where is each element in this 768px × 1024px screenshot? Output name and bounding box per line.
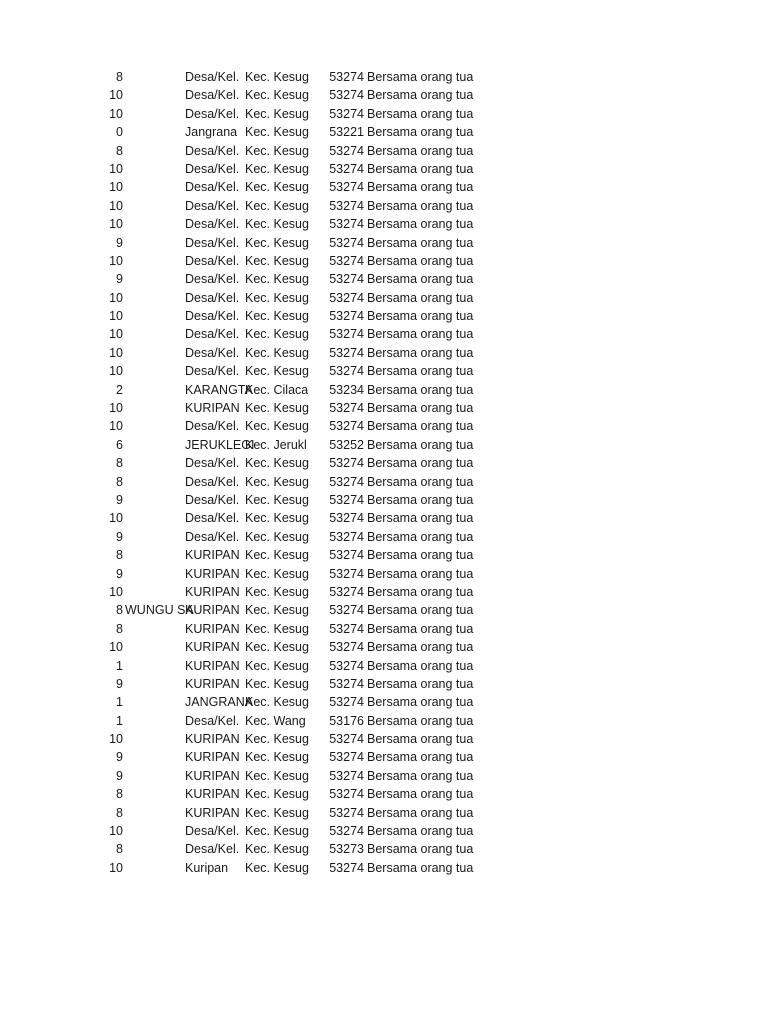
cell-number: 10 — [109, 640, 123, 655]
table-row — [0, 123, 768, 141]
cell-kecamatan: Kec. Kesug — [245, 143, 309, 158]
cell-desa-kelurahan: KURIPAN — [185, 621, 240, 636]
cell-postal-code: 53274 — [329, 787, 364, 802]
table-row — [0, 381, 768, 399]
cell-living-status: Bersama orang tua — [367, 658, 474, 673]
table-row — [0, 160, 768, 178]
cell-kecamatan: Kec. Kesug — [245, 621, 309, 636]
cell-living-status: Bersama orang tua — [367, 290, 474, 305]
table-row — [0, 362, 768, 380]
cell-desa-kelurahan: KURIPAN — [185, 548, 240, 563]
cell-postal-code: 53274 — [329, 364, 364, 379]
cell-number: 10 — [109, 860, 123, 875]
cell-living-status: Bersama orang tua — [367, 695, 474, 710]
cell-kecamatan: Kec. Kesug — [245, 695, 309, 710]
cell-living-status: Bersama orang tua — [367, 437, 474, 452]
cell-postal-code: 53274 — [329, 768, 364, 783]
cell-number: 1 — [116, 658, 123, 673]
cell-number: 0 — [116, 125, 123, 140]
cell-living-status: Bersama orang tua — [367, 492, 474, 507]
table-row — [0, 620, 768, 638]
cell-kecamatan: Kec. Kesug — [245, 768, 309, 783]
cell-living-status: Bersama orang tua — [367, 70, 474, 84]
cell-postal-code: 53274 — [329, 603, 364, 618]
cell-kecamatan: Kec. Kesug — [245, 272, 309, 287]
cell-desa-kelurahan: KURIPAN — [185, 768, 240, 783]
cell-living-status: Bersama orang tua — [367, 125, 474, 140]
cell-desa-kelurahan: Desa/Kel. — [185, 364, 240, 379]
cell-number: 10 — [109, 180, 123, 195]
cell-number: 10 — [109, 161, 123, 176]
table-row — [0, 546, 768, 564]
table-row — [0, 748, 768, 766]
cell-postal-code: 53176 — [329, 713, 364, 728]
cell-number: 10 — [109, 364, 123, 379]
table-row — [0, 804, 768, 822]
cell-kecamatan: Kec. Jerukl — [245, 437, 307, 452]
table-row — [0, 822, 768, 840]
cell-desa-kelurahan: KURIPAN — [185, 787, 240, 802]
cell-postal-code: 53274 — [329, 106, 364, 121]
cell-kecamatan: Kec. Kesug — [245, 106, 309, 121]
cell-postal-code: 53274 — [329, 419, 364, 434]
table-row — [0, 840, 768, 858]
cell-number: 8 — [116, 621, 123, 636]
table-row — [0, 197, 768, 215]
cell-kecamatan: Kec. Kesug — [245, 235, 309, 250]
cell-kecamatan: Kec. Kesug — [245, 511, 309, 526]
cell-living-status: Bersama orang tua — [367, 88, 474, 103]
cell-living-status: Bersama orang tua — [367, 750, 474, 765]
cell-postal-code: 53274 — [329, 235, 364, 250]
table-row — [0, 473, 768, 491]
cell-kecamatan: Kec. Kesug — [245, 842, 309, 857]
cell-kecamatan: Kec. Kesug — [245, 584, 309, 599]
cell-number: 8 — [116, 456, 123, 471]
cell-postal-code: 53274 — [329, 198, 364, 213]
cell-desa-kelurahan: KARANGTA — [185, 382, 253, 397]
cell-postal-code: 53274 — [329, 511, 364, 526]
cell-number: 8 — [116, 143, 123, 158]
cell-kecamatan: Kec. Kesug — [245, 492, 309, 507]
cell-desa-kelurahan: Desa/Kel. — [185, 474, 240, 489]
cell-desa-kelurahan: Desa/Kel. — [185, 327, 240, 342]
cell-postal-code: 53274 — [329, 456, 364, 471]
cell-desa-kelurahan: Desa/Kel. — [185, 345, 240, 360]
cell-kecamatan: Kec. Kesug — [245, 88, 309, 103]
cell-desa-kelurahan: Desa/Kel. — [185, 88, 240, 103]
cell-number: 8 — [116, 805, 123, 820]
cell-kecamatan: Kec. Kesug — [245, 548, 309, 563]
cell-kecamatan: Kec. Kesug — [245, 860, 309, 875]
cell-living-status: Bersama orang tua — [367, 676, 474, 691]
table-row — [0, 178, 768, 196]
cell-number: 9 — [116, 529, 123, 544]
cell-kecamatan: Kec. Kesug — [245, 161, 309, 176]
cell-postal-code: 53274 — [329, 180, 364, 195]
cell-kecamatan: Kec. Kesug — [245, 198, 309, 213]
cell-postal-code: 53274 — [329, 640, 364, 655]
cell-desa-kelurahan: JERUKLEGI — [185, 437, 255, 452]
cell-living-status: Bersama orang tua — [367, 161, 474, 176]
cell-number: 10 — [109, 198, 123, 213]
cell-postal-code: 53274 — [329, 584, 364, 599]
table-row — [0, 730, 768, 748]
cell-living-status: Bersama orang tua — [367, 713, 474, 728]
table-row — [0, 325, 768, 343]
cell-desa-kelurahan: Desa/Kel. — [185, 419, 240, 434]
cell-living-status: Bersama orang tua — [367, 603, 474, 618]
cell-kecamatan: Kec. Kesug — [245, 309, 309, 324]
cell-postal-code: 53274 — [329, 161, 364, 176]
table-row — [0, 436, 768, 454]
cell-postal-code: 53274 — [329, 548, 364, 563]
cell-number: 6 — [116, 437, 123, 452]
table-row — [0, 142, 768, 160]
cell-postal-code: 53274 — [329, 474, 364, 489]
cell-kecamatan: Kec. Kesug — [245, 180, 309, 195]
cell-postal-code: 53274 — [329, 529, 364, 544]
cell-living-status: Bersama orang tua — [367, 180, 474, 195]
cell-number: 8 — [116, 787, 123, 802]
cell-kecamatan: Kec. Kesug — [245, 401, 309, 416]
cell-village-name: WUNGU SA — [125, 603, 194, 618]
cell-kecamatan: Kec. Kesug — [245, 217, 309, 232]
cell-desa-kelurahan: Desa/Kel. — [185, 842, 240, 857]
cell-desa-kelurahan: Desa/Kel. — [185, 253, 240, 268]
cell-desa-kelurahan: Jangrana — [185, 125, 238, 140]
cell-living-status: Bersama orang tua — [367, 401, 474, 416]
cell-kecamatan: Kec. Kesug — [245, 125, 309, 140]
cell-number: 10 — [109, 732, 123, 747]
cell-postal-code: 53274 — [329, 88, 364, 103]
cell-number: 9 — [116, 235, 123, 250]
cell-living-status: Bersama orang tua — [367, 511, 474, 526]
cell-number: 8 — [116, 603, 123, 618]
cell-living-status: Bersama orang tua — [367, 529, 474, 544]
cell-desa-kelurahan: Desa/Kel. — [185, 235, 240, 250]
cell-kecamatan: Kec. Kesug — [245, 345, 309, 360]
cell-postal-code: 53274 — [329, 309, 364, 324]
table-row — [0, 454, 768, 472]
cell-living-status: Bersama orang tua — [367, 842, 474, 857]
cell-number: 9 — [116, 566, 123, 581]
cell-desa-kelurahan: Desa/Kel. — [185, 290, 240, 305]
cell-desa-kelurahan: KURIPAN — [185, 805, 240, 820]
cell-postal-code: 53221 — [329, 125, 364, 140]
cell-number: 10 — [109, 253, 123, 268]
cell-living-status: Bersama orang tua — [367, 548, 474, 563]
cell-postal-code: 53274 — [329, 272, 364, 287]
cell-number: 10 — [109, 419, 123, 434]
cell-desa-kelurahan: KURIPAN — [185, 401, 240, 416]
table-row — [0, 675, 768, 693]
table-row — [0, 491, 768, 509]
cell-desa-kelurahan: Desa/Kel. — [185, 511, 240, 526]
cell-postal-code: 53274 — [329, 70, 364, 84]
cell-living-status: Bersama orang tua — [367, 309, 474, 324]
cell-number: 1 — [116, 695, 123, 710]
cell-postal-code: 53274 — [329, 401, 364, 416]
cell-desa-kelurahan: KURIPAN — [185, 676, 240, 691]
cell-number: 9 — [116, 676, 123, 691]
cell-postal-code: 53274 — [329, 143, 364, 158]
cell-postal-code: 53274 — [329, 732, 364, 747]
cell-living-status: Bersama orang tua — [367, 787, 474, 802]
cell-desa-kelurahan: Desa/Kel. — [185, 456, 240, 471]
spreadsheet-table — [0, 68, 768, 877]
cell-living-status: Bersama orang tua — [367, 768, 474, 783]
cell-kecamatan: Kec. Kesug — [245, 364, 309, 379]
cell-number: 10 — [109, 309, 123, 324]
cell-kecamatan: Kec. Kesug — [245, 603, 309, 618]
table-row — [0, 105, 768, 123]
cell-postal-code: 53274 — [329, 253, 364, 268]
cell-kecamatan: Kec. Wang — [245, 713, 306, 728]
cell-living-status: Bersama orang tua — [367, 382, 474, 397]
cell-number: 10 — [109, 584, 123, 599]
cell-number: 9 — [116, 750, 123, 765]
cell-desa-kelurahan: Desa/Kel. — [185, 143, 240, 158]
table-row — [0, 344, 768, 362]
cell-living-status: Bersama orang tua — [367, 364, 474, 379]
cell-desa-kelurahan: Desa/Kel. — [185, 106, 240, 121]
cell-postal-code: 53274 — [329, 621, 364, 636]
cell-kecamatan: Kec. Kesug — [245, 327, 309, 342]
cell-postal-code: 53274 — [329, 327, 364, 342]
cell-desa-kelurahan: KURIPAN — [185, 566, 240, 581]
cell-desa-kelurahan: Desa/Kel. — [185, 70, 240, 84]
table-row — [0, 528, 768, 546]
cell-living-status: Bersama orang tua — [367, 474, 474, 489]
table-row — [0, 252, 768, 270]
cell-postal-code: 53274 — [329, 805, 364, 820]
cell-desa-kelurahan: Desa/Kel. — [185, 180, 240, 195]
cell-postal-code: 53274 — [329, 290, 364, 305]
cell-postal-code: 53274 — [329, 750, 364, 765]
table-row — [0, 767, 768, 785]
cell-living-status: Bersama orang tua — [367, 327, 474, 342]
cell-living-status: Bersama orang tua — [367, 805, 474, 820]
table-row — [0, 712, 768, 730]
cell-living-status: Bersama orang tua — [367, 584, 474, 599]
table-row — [0, 234, 768, 252]
cell-postal-code: 53274 — [329, 492, 364, 507]
cell-number: 9 — [116, 768, 123, 783]
cell-desa-kelurahan: Desa/Kel. — [185, 529, 240, 544]
cell-postal-code: 53274 — [329, 217, 364, 232]
cell-postal-code: 53274 — [329, 345, 364, 360]
cell-number: 10 — [109, 345, 123, 360]
cell-postal-code: 53274 — [329, 676, 364, 691]
cell-number: 8 — [116, 70, 123, 84]
cell-kecamatan: Kec. Kesug — [245, 640, 309, 655]
cell-number: 10 — [109, 106, 123, 121]
cell-number: 10 — [109, 401, 123, 416]
cell-kecamatan: Kec. Kesug — [245, 290, 309, 305]
cell-desa-kelurahan: Kuripan — [185, 860, 229, 875]
cell-postal-code: 53234 — [329, 382, 364, 397]
cell-desa-kelurahan: KURIPAN — [185, 750, 240, 765]
cell-number: 10 — [109, 824, 123, 839]
cell-number: 1 — [116, 713, 123, 728]
cell-postal-code: 53252 — [329, 437, 364, 452]
cell-kecamatan: Kec. Kesug — [245, 824, 309, 839]
cell-living-status: Bersama orang tua — [367, 345, 474, 360]
cell-number: 8 — [116, 842, 123, 857]
cell-living-status: Bersama orang tua — [367, 253, 474, 268]
cell-number: 9 — [116, 492, 123, 507]
cell-living-status: Bersama orang tua — [367, 419, 474, 434]
table-row — [0, 86, 768, 104]
cell-desa-kelurahan: KURIPAN — [185, 603, 240, 618]
cell-living-status: Bersama orang tua — [367, 143, 474, 158]
table-row — [0, 307, 768, 325]
cell-living-status: Bersama orang tua — [367, 272, 474, 287]
cell-living-status: Bersama orang tua — [367, 621, 474, 636]
cell-desa-kelurahan: Desa/Kel. — [185, 161, 240, 176]
cell-desa-kelurahan: Desa/Kel. — [185, 198, 240, 213]
cell-number: 10 — [109, 511, 123, 526]
cell-kecamatan: Kec. Kesug — [245, 676, 309, 691]
cell-desa-kelurahan: Desa/Kel. — [185, 217, 240, 232]
table-row — [0, 565, 768, 583]
table-row — [0, 583, 768, 601]
cell-kecamatan: Kec. Kesug — [245, 787, 309, 802]
cell-living-status: Bersama orang tua — [367, 860, 474, 875]
table-row — [0, 601, 768, 619]
cell-number: 10 — [109, 327, 123, 342]
cell-kecamatan: Kec. Kesug — [245, 566, 309, 581]
cell-postal-code: 53273 — [329, 842, 364, 857]
cell-kecamatan: Kec. Kesug — [245, 658, 309, 673]
cell-kecamatan: Kec. Kesug — [245, 253, 309, 268]
cell-kecamatan: Kec. Kesug — [245, 70, 309, 84]
cell-desa-kelurahan: KURIPAN — [185, 658, 240, 673]
table-row — [0, 693, 768, 711]
table-row — [0, 215, 768, 233]
cell-postal-code: 53274 — [329, 824, 364, 839]
cell-kecamatan: Kec. Kesug — [245, 805, 309, 820]
cell-postal-code: 53274 — [329, 658, 364, 673]
cell-desa-kelurahan: KURIPAN — [185, 732, 240, 747]
table-row — [0, 270, 768, 288]
cell-number: 8 — [116, 474, 123, 489]
table-row — [0, 68, 768, 86]
cell-kecamatan: Kec. Kesug — [245, 456, 309, 471]
cell-kecamatan: Kec. Cilaca — [245, 382, 309, 397]
cell-desa-kelurahan: JANGRANA — [185, 695, 254, 710]
cell-desa-kelurahan: Desa/Kel. — [185, 713, 240, 728]
cell-number: 10 — [109, 217, 123, 232]
cell-number: 10 — [109, 290, 123, 305]
cell-number: 9 — [116, 272, 123, 287]
cell-living-status: Bersama orang tua — [367, 217, 474, 232]
cell-postal-code: 53274 — [329, 695, 364, 710]
cell-living-status: Bersama orang tua — [367, 566, 474, 581]
cell-desa-kelurahan: KURIPAN — [185, 584, 240, 599]
table-row — [0, 399, 768, 417]
cell-kecamatan: Kec. Kesug — [245, 529, 309, 544]
table-row — [0, 859, 768, 877]
cell-living-status: Bersama orang tua — [367, 824, 474, 839]
cell-postal-code: 53274 — [329, 860, 364, 875]
cell-kecamatan: Kec. Kesug — [245, 474, 309, 489]
table-row — [0, 785, 768, 803]
cell-living-status: Bersama orang tua — [367, 640, 474, 655]
cell-desa-kelurahan: KURIPAN — [185, 640, 240, 655]
cell-desa-kelurahan: Desa/Kel. — [185, 272, 240, 287]
table-row — [0, 289, 768, 307]
cell-living-status: Bersama orang tua — [367, 732, 474, 747]
cell-number: 8 — [116, 548, 123, 563]
cell-living-status: Bersama orang tua — [367, 235, 474, 250]
cell-living-status: Bersama orang tua — [367, 198, 474, 213]
table-row — [0, 509, 768, 527]
cell-number: 2 — [116, 382, 123, 397]
cell-living-status: Bersama orang tua — [367, 456, 474, 471]
cell-desa-kelurahan: Desa/Kel. — [185, 309, 240, 324]
cell-number: 10 — [109, 88, 123, 103]
cell-desa-kelurahan: Desa/Kel. — [185, 492, 240, 507]
table-row — [0, 417, 768, 435]
table-row — [0, 638, 768, 656]
cell-living-status: Bersama orang tua — [367, 106, 474, 121]
cell-kecamatan: Kec. Kesug — [245, 732, 309, 747]
cell-kecamatan: Kec. Kesug — [245, 750, 309, 765]
cell-kecamatan: Kec. Kesug — [245, 419, 309, 434]
cell-postal-code: 53274 — [329, 566, 364, 581]
table-row — [0, 657, 768, 675]
cell-desa-kelurahan: Desa/Kel. — [185, 824, 240, 839]
